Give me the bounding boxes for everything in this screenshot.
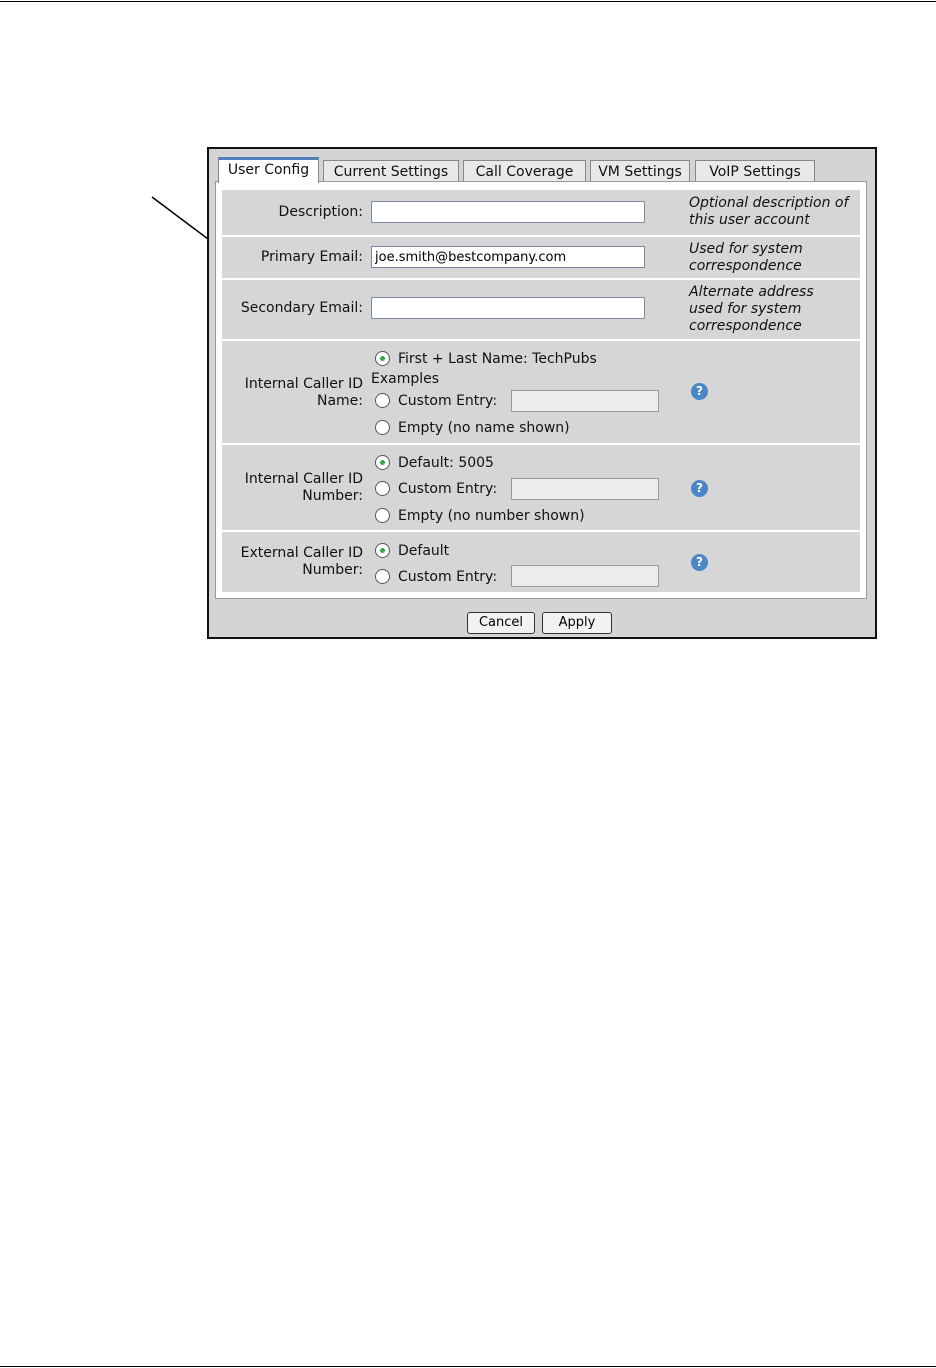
tab-vm-settings[interactable]: VM Settings [590,160,690,182]
footer-rule [0,1366,936,1367]
name-option-custom[interactable]: Custom Entry: [375,392,497,410]
radio-icon[interactable] [375,393,390,408]
name-option-empty[interactable]: Empty (no name shown) [375,419,570,437]
radio-selected-icon[interactable] [375,543,390,558]
internal-caller-name-row [222,341,860,443]
internal-caller-name-label: Internal Caller ID Name: [244,376,363,409]
internal-caller-number-label: Internal Caller ID Number: [244,471,363,504]
external-custom-entry-input[interactable] [511,565,659,587]
radio-selected-icon[interactable] [375,455,390,470]
header-rule [0,1,936,2]
secondary-email-row [222,280,860,339]
apply-button[interactable]: Apply [542,612,612,634]
external-caller-number-label: External Caller ID Number: [240,545,363,578]
user-config-dialog [207,147,877,639]
description-row [222,190,860,235]
name-option-first-last-wrap: Examples [371,371,440,387]
number-option-custom[interactable]: Custom Entry: [375,480,497,498]
radio-icon[interactable] [375,481,390,496]
primary-email-row [222,237,860,278]
number-option-default[interactable]: Default: 5005 [375,454,494,472]
question-icon[interactable]: ? [691,554,708,571]
description-input[interactable] [371,201,645,223]
external-caller-number-row [222,532,860,592]
external-option-custom[interactable]: Custom Entry: [375,568,497,586]
tab-call-coverage[interactable]: Call Coverage [463,160,586,182]
radio-icon[interactable] [375,569,390,584]
internal-caller-number-row [222,445,860,530]
radio-selected-icon[interactable] [375,351,390,366]
radio-icon[interactable] [375,508,390,523]
settings-panel [215,181,867,599]
secondary-email-label: Secondary Email: [240,300,363,316]
description-label: Description: [278,204,363,220]
number-option-empty[interactable]: Empty (no number shown) [375,507,585,525]
secondary-email-help: Alternate address used for system correspondence [689,284,814,334]
external-option-default[interactable]: Default [375,542,449,560]
description-help: Optional description of this user account [689,195,849,228]
name-option-first-last[interactable]: First + Last Name: TechPubs [375,350,597,368]
cancel-button[interactable]: Cancel [467,612,535,634]
radio-icon[interactable] [375,420,390,435]
primary-email-input[interactable] [371,246,645,268]
primary-email-help: Used for system correspondence [689,241,803,274]
name-custom-entry-input[interactable] [511,390,659,412]
secondary-email-input[interactable] [371,297,645,319]
tab-current-settings[interactable]: Current Settings [323,160,459,182]
primary-email-label: Primary Email: [260,249,363,265]
tab-voip-settings[interactable]: VoIP Settings [695,160,815,182]
question-icon[interactable]: ? [691,480,708,497]
tab-user-config[interactable]: User Config [218,157,319,183]
question-icon[interactable]: ? [691,383,708,400]
number-custom-entry-input[interactable] [511,478,659,500]
